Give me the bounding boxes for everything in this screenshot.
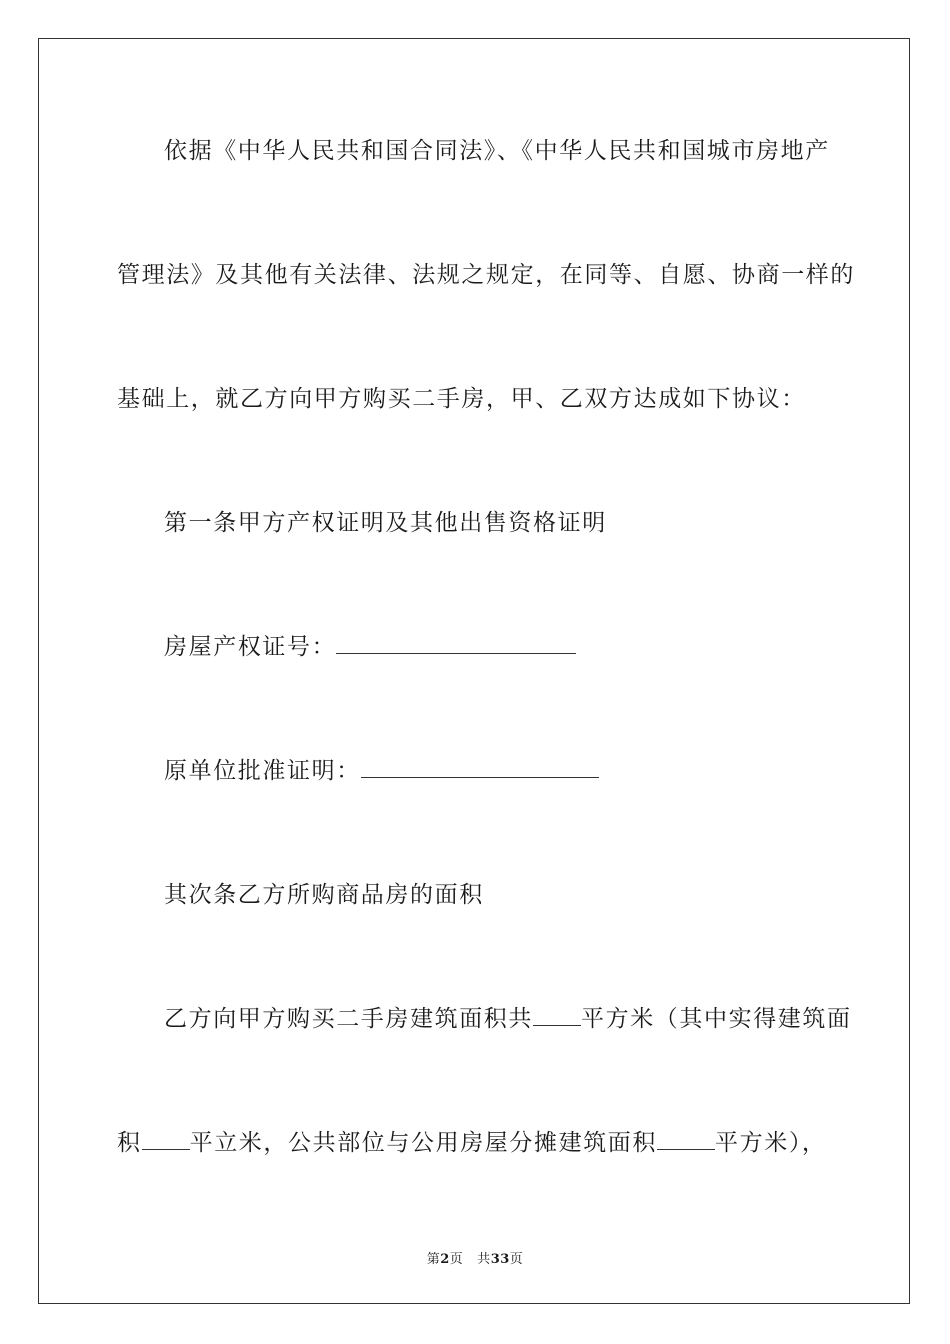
article-2-heading: 其次条乙方所购商品房的面积 xyxy=(164,882,484,908)
paragraph-1-line-3: 基础上，就乙方向甲方购买二手房，甲、乙双方达成如下协议： xyxy=(117,386,806,412)
page-border xyxy=(38,38,910,1304)
article-1-heading: 第一条甲方产权证明及其他出售资格证明 xyxy=(164,510,607,536)
footer-total-pages: 33 xyxy=(490,1252,510,1267)
area-line-2-text-b: 平立米，公共部位与公用房屋分摊建筑面积 xyxy=(189,1130,658,1156)
area-line-2-text-a: 积 xyxy=(117,1130,142,1156)
property-cert-label: 房屋产权证号： xyxy=(164,634,337,660)
approval-cert-blank[interactable] xyxy=(361,759,599,778)
page-footer xyxy=(0,1248,950,1267)
shared-area-blank[interactable] xyxy=(657,1131,715,1150)
footer-total-suffix: 页 xyxy=(509,1252,524,1267)
area-line-1-text-a: 乙方向甲方购买二手房建筑面积共 xyxy=(164,1006,533,1032)
area-line-2 xyxy=(117,1129,837,1157)
area-line-1 xyxy=(164,1005,884,1033)
area-line-1-text-b: 平方米（其中实得建筑面 xyxy=(581,1006,852,1032)
property-cert-blank[interactable] xyxy=(336,635,576,654)
footer-page-prefix: 第 xyxy=(426,1252,441,1267)
approval-cert-label: 原单位批准证明： xyxy=(164,758,361,784)
paragraph-1-line-1: 依据《中华人民共和国合同法》、《中华人民共和国城市房地产 xyxy=(164,138,830,164)
usable-area-blank[interactable] xyxy=(142,1131,190,1150)
approval-cert-line xyxy=(164,757,884,785)
property-cert-line xyxy=(164,633,884,661)
footer-page-suffix: 页 xyxy=(449,1252,464,1267)
total-area-blank[interactable] xyxy=(533,1007,581,1026)
footer-page-number: 2 xyxy=(440,1252,450,1267)
footer-total-prefix: 共 xyxy=(477,1252,491,1267)
area-line-2-text-c: 平方米）， xyxy=(715,1130,827,1156)
paragraph-1-line-2: 管理法》及其他有关法律、法规之规定，在同等、自愿、协商一样的 xyxy=(117,262,855,288)
